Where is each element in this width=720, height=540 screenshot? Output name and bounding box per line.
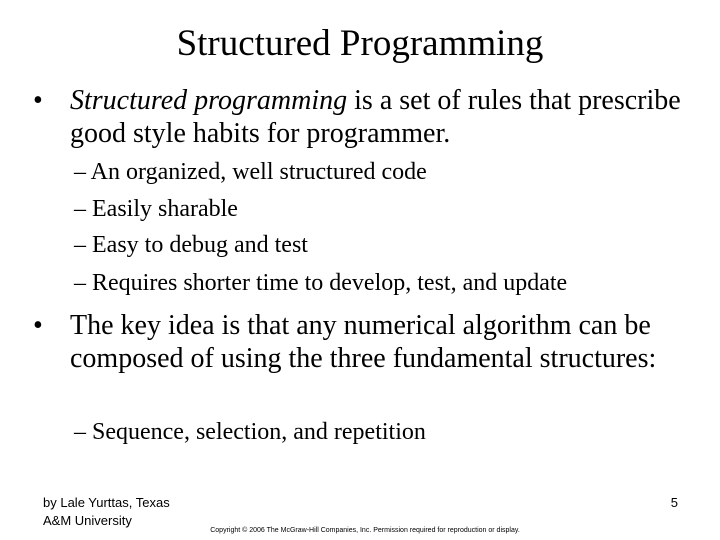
bullet-italic-term: Structured programming — [70, 85, 348, 116]
sub-bullet-organized: – An organized, well structured code — [74, 159, 427, 185]
sub-bullet-sharable: – Easily sharable — [74, 196, 238, 222]
slide-title: Structured Programming — [176, 23, 544, 64]
copyright-notice: Copyright © 2006 The McGraw-Hill Companies, Inc. Permission required for reproduction or display. — [210, 527, 520, 534]
bullet-text: The key idea is that any numerical algorithm can be composed of using the three fundamental structures: — [70, 310, 657, 374]
bullet-marker: • — [33, 85, 43, 116]
footer-author — [43, 494, 170, 530]
bullet-marker: • — [33, 310, 43, 341]
bullet-rest: is a set of rules that prescribe good style habits for programmer. — [70, 85, 681, 149]
sub-bullet-shorter-time: – Requires shorter time to develop, test, and update — [74, 270, 568, 296]
sub-bullet-structures: – Sequence, selection, and repetition — [74, 419, 426, 445]
sub-bullet-debug: – Easy to debug and test — [74, 232, 308, 258]
bullet-key-idea — [33, 309, 693, 375]
bullet-structured-programming — [33, 84, 693, 150]
footer-author-line2: A&M University — [43, 513, 132, 528]
bullet-text — [70, 84, 693, 150]
footer-author-line1: by Lale Yurttas, Texas — [43, 495, 170, 510]
page-number: 5 — [670, 495, 678, 510]
